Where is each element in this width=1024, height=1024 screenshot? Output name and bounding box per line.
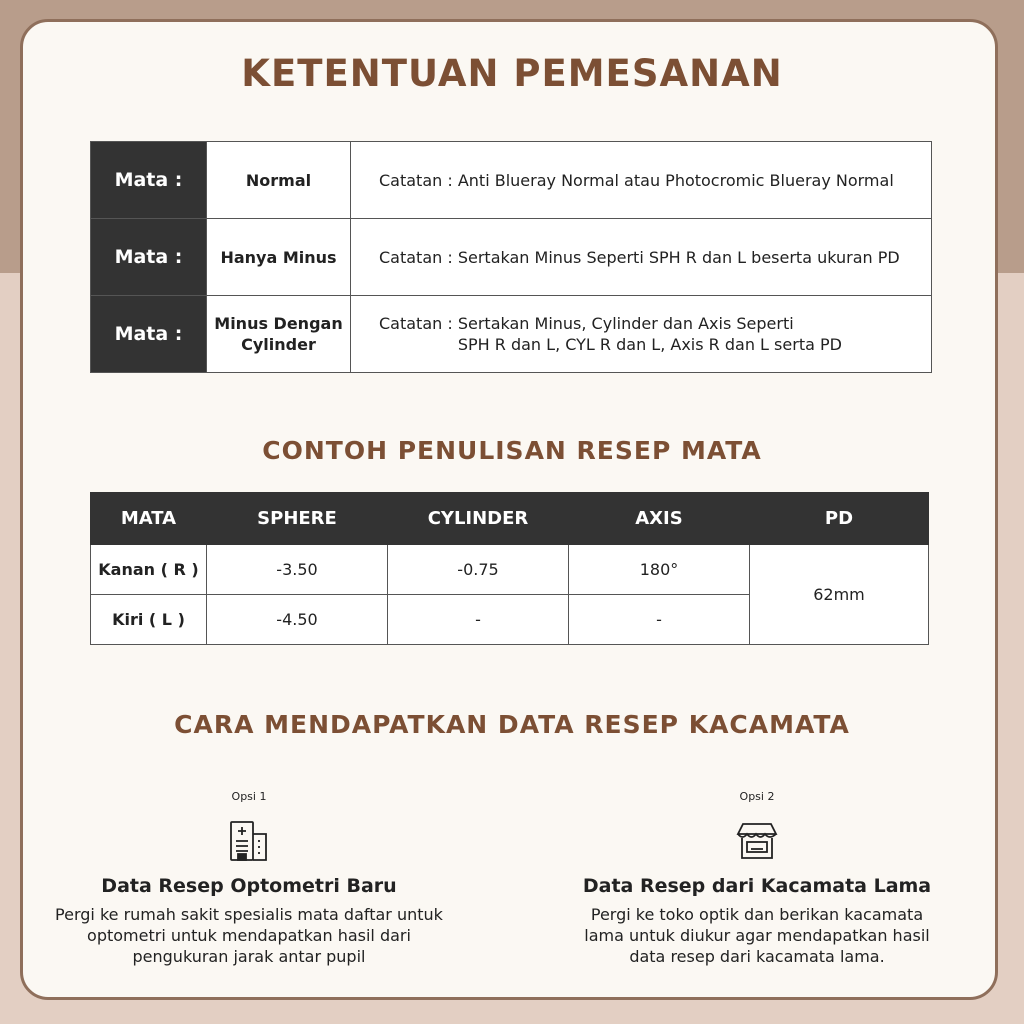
cell-axis: 180° <box>569 545 750 595</box>
resep-table <box>90 492 929 645</box>
option-label: Opsi 1 <box>231 790 267 803</box>
cell-cylinder: -0.75 <box>388 545 569 595</box>
cell-mata: Kanan ( R ) <box>91 545 207 595</box>
header-cylinder: CYLINDER <box>388 493 569 545</box>
note-key: Catatan : <box>379 170 458 190</box>
description-line: Pergi ke rumah sakit spesialis mata daftar untuk <box>55 905 443 924</box>
note-lines <box>458 313 842 355</box>
description-line: Pergi ke toko optik dan berikan kacamata <box>590 905 924 924</box>
description-line: optometri untuk mendapatkan hasil dari <box>87 926 411 945</box>
mata-type <box>207 296 351 373</box>
mata-type-line: Minus Dengan <box>214 314 343 333</box>
table-row <box>91 219 932 296</box>
header-axis: AXIS <box>569 493 750 545</box>
description-line: lama untuk diukur agar mendapatkan hasil <box>584 926 930 945</box>
option-2 <box>527 790 987 967</box>
option-1 <box>19 790 479 967</box>
note-text: SPH R dan L, CYL R dan L, Axis R dan L serta PD <box>457 335 842 354</box>
cell-mata: Kiri ( L ) <box>91 595 207 645</box>
cell-sphere: -4.50 <box>207 595 388 645</box>
header-pd: PD <box>750 493 929 545</box>
mata-type: Hanya Minus <box>207 219 351 296</box>
header-mata: MATA <box>91 493 207 545</box>
note-text: Anti Blueray Normal atau Photocromic Blueray Normal <box>457 170 894 190</box>
option-label: Opsi 2 <box>739 790 775 803</box>
mata-label: Mata : <box>91 296 207 373</box>
mata-note <box>351 142 932 219</box>
table-row <box>91 142 932 219</box>
mata-note <box>351 296 932 373</box>
mata-type-line: Cylinder <box>241 335 316 354</box>
mata-label: Mata : <box>91 219 207 296</box>
description-line: data resep dari kacamata lama. <box>629 947 885 966</box>
option-description <box>527 904 987 967</box>
note-text: Sertakan Minus, Cylinder dan Axis Seperti <box>457 314 794 333</box>
mata-type: Normal <box>207 142 351 219</box>
ketentuan-heading: KETENTUAN PEMESANAN <box>0 52 1024 95</box>
option-description <box>19 904 479 967</box>
cell-pd: 62mm <box>750 545 929 645</box>
option-title: Data Resep Optometri Baru <box>101 875 397 897</box>
cara-heading: CARA MENDAPATKAN DATA RESEP KACAMATA <box>0 710 1024 739</box>
cell-axis: - <box>569 595 750 645</box>
table-row <box>91 545 929 595</box>
cell-cylinder: - <box>388 595 569 645</box>
store-icon <box>734 818 780 864</box>
contoh-heading: CONTOH PENULISAN RESEP MATA <box>0 436 1024 465</box>
note-text: Sertakan Minus Seperti SPH R dan L beserta ukuran PD <box>457 247 900 267</box>
option-title: Data Resep dari Kacamata Lama <box>582 875 932 897</box>
header-sphere: SPHERE <box>207 493 388 545</box>
note-key: Catatan : <box>379 247 458 267</box>
description-line: pengukuran jarak antar pupil <box>132 947 366 966</box>
ketentuan-table <box>90 141 932 373</box>
table-header-row <box>91 493 929 545</box>
cell-sphere: -3.50 <box>207 545 388 595</box>
mata-note <box>351 219 932 296</box>
mata-label: Mata : <box>91 142 207 219</box>
hospital-icon <box>226 818 272 864</box>
note-key: Catatan : <box>379 314 458 333</box>
table-row <box>91 296 932 373</box>
